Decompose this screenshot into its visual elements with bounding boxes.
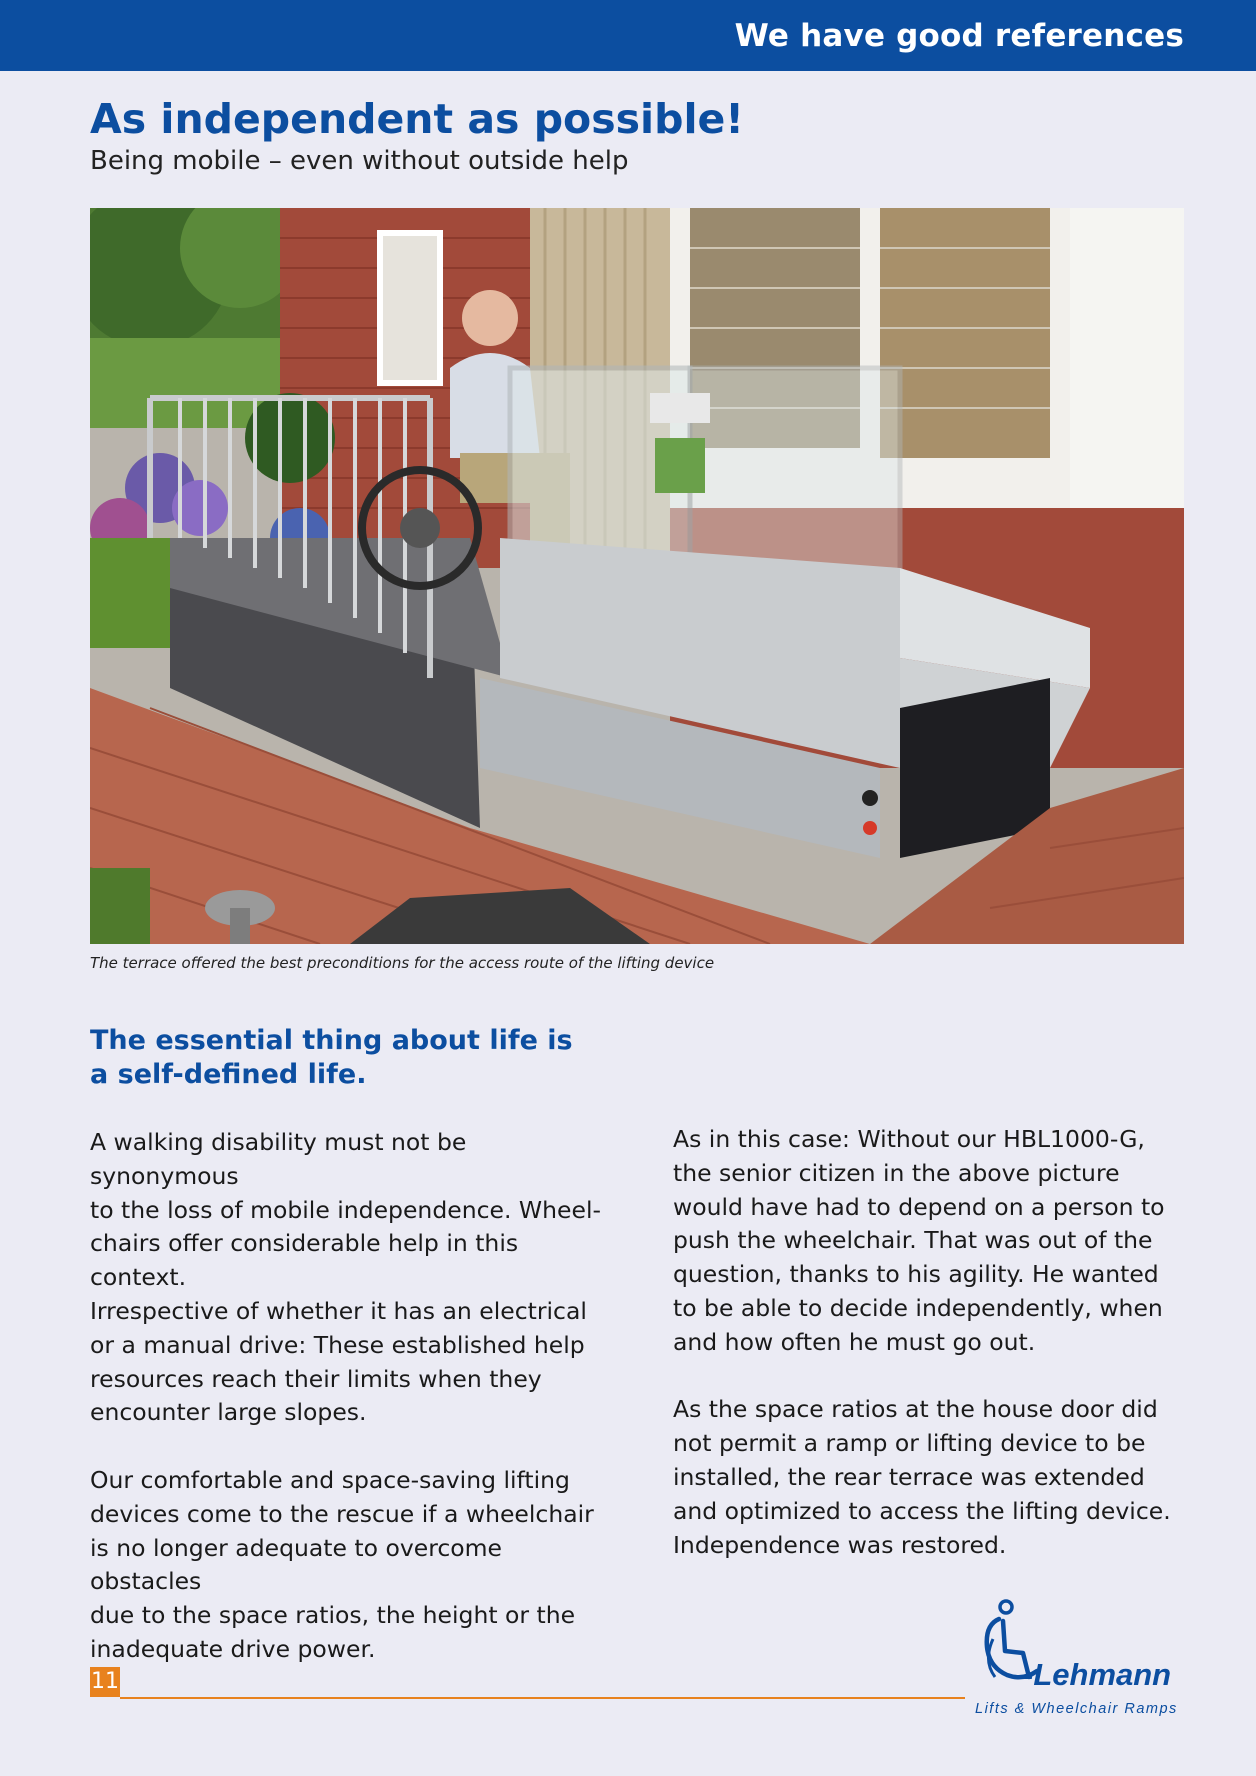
logo-tagline: Lifts & Wheelchair Ramps [975, 1701, 1178, 1717]
right-column [673, 1123, 1203, 1596]
terrace-lift-photo [90, 208, 1184, 944]
logo-name [1023, 1657, 1171, 1693]
logo-name-text: Lehmann [1033, 1657, 1172, 1692]
section-heading: The essential thing about life is a self-defined life. [90, 1025, 573, 1090]
header-bar [0, 0, 1256, 71]
lehmann-logo [965, 1595, 1190, 1725]
page-number: 11 [90, 1667, 120, 1697]
paragraph: Our comfortable and space-saving lifting devices come to the rescue if a wheelchair is no longer adequate to overcome obstacles due to the space ratios, the height or the inadequate drive power. [90, 1465, 594, 1663]
footer-divider [120, 1697, 965, 1699]
paragraph: As the space ratios at the house door did not permit a ramp or lifting device to be installed, the rear terrace was extended and optimized to access the lifting device. Independence was restored. [673, 1395, 1171, 1559]
paragraph: A walking disability must not be synonymous to the loss of mobile independence. Wheel- chairs offer considerable help in this context. Irrespective of whether it has an electrical or a manual drive: These established help resources reach their limits when they encounter large slopes. [90, 1128, 601, 1427]
header-title: We have good references [734, 18, 1184, 54]
logo-name-prefix: - [1023, 1657, 1034, 1692]
paragraph: As in this case: Without our HBL1000-G, the senior citizen in the above picture would have had to depend on a person to push the wheelchair. That was out of the question, thanks to his agility. He wanted to be able to decide independently, when and how often he must go out. [673, 1125, 1165, 1356]
page-subtitle: Being mobile – even without outside help [90, 146, 629, 176]
page-title: As independent as possible! [90, 95, 744, 143]
photo-caption: The terrace offered the best preconditions for the access route of the lifting device [90, 954, 715, 972]
left-column [90, 1126, 620, 1701]
